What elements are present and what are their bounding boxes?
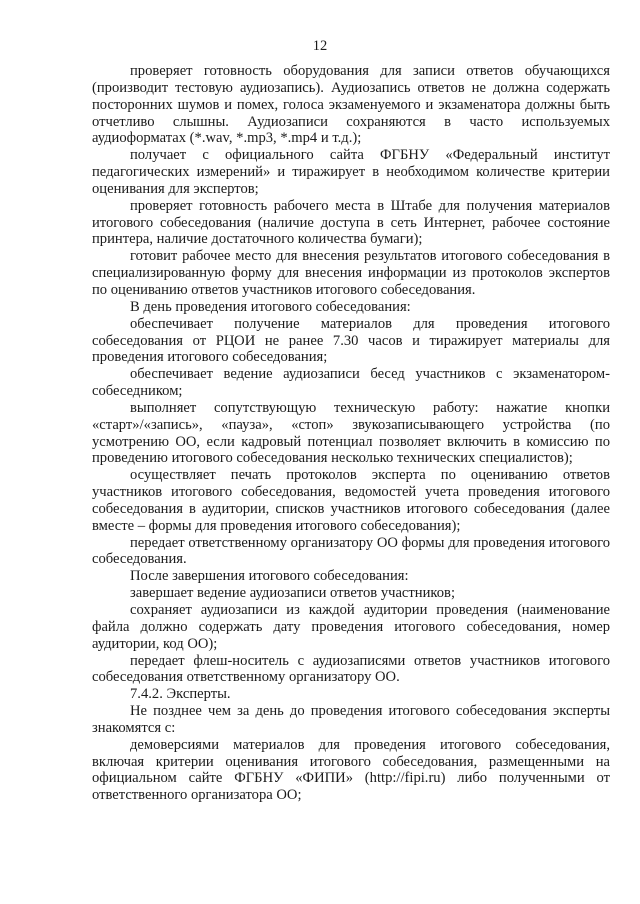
paragraph: передает ответственному организатору ОО формы для проведения итогового собеседования. — [92, 534, 610, 568]
paragraph: осуществляет печать протоколов эксперта по оцениванию ответов участников итогового собеседования, ведомостей учета проведения итогового собеседования в аудитории, списков участников итогового собеседования (далее вместе – формы для проведения итогового собеседования); — [92, 467, 610, 534]
paragraph: обеспечивает получение материалов для проведения итогового собеседования от РЦОИ не ранее 7.30 часов и тиражирует материалы для проведения итогового собеседования; — [92, 315, 610, 366]
paragraph: завершает ведение аудиозаписи ответов участников; — [130, 585, 455, 602]
paragraph: сохраняет аудиозаписи из каждой аудитории проведения (наименование файла должно содержать дату проведения итогового собеседования, номер аудитории, код ОО); — [92, 602, 610, 652]
paragraph: выполняет сопутствующую техническую работу: нажатие кнопки «старт»/«запись», «пауза», «стоп» звукозаписывающего устройства (по усмотрению ОО, если кадровый потенциал позволяет включить в комиссию по проведению итогового собеседования несколько технических специалистов); — [92, 399, 610, 467]
paragraph: В день проведения итогового собеседования: — [130, 298, 411, 315]
paragraph: Не позднее чем за день до проведения итогового собеседования эксперты знакомятся с: — [92, 703, 610, 736]
paragraph: передает флеш-носитель с аудиозаписями ответов участников итогового собеседования ответственному организатору ОО. — [92, 652, 610, 686]
paragraph: получает с официального сайта ФГБНУ «Федеральный институт педагогических измерений» и тиражирует в необходимом количестве критерии оценивания для экспертов; — [92, 147, 610, 197]
paragraph: проверяет готовность оборудования для записи ответов обучающихся (производит тестовую аудиозапись). Аудиозапись ответов не должна содержать посторонних шумов и помех, голоса экзаменуемого и экзаменатора должны быть отчетливо слышны. Аудиозаписи сохраняются в часто используемых аудиоформатах (*.wav, *.mp3, *.mp4 и т.д.); — [92, 63, 610, 147]
document-body — [92, 63, 610, 804]
page-number: 12 — [312, 38, 328, 54]
paragraph: проверяет готовность рабочего места в Штабе для получения материалов итогового собеседования (наличие доступа в сеть Интернет, рабочее состояние принтера, наличие достаточного количества бумаги); — [92, 197, 610, 248]
section-heading: 7.4.2. Эксперты. — [130, 686, 231, 703]
paragraph: После завершения итогового собеседования: — [130, 568, 409, 585]
paragraph: обеспечивает ведение аудиозаписи бесед участников с экзаменатором-собеседником; — [92, 366, 610, 400]
paragraph: демоверсиями материалов для проведения итогового собеседования, включая критерии оценивания итогового собеседования, размещенными на официальном сайте ФГБНУ «ФИПИ» (http://fipi.ru) либо полученными от ответственного организатора ОО; — [92, 736, 610, 804]
paragraph: готовит рабочее место для внесения результатов итогового собеседования в специализированную форму для внесения информации из протоколов экспертов по оцениванию ответов участников итогового собеседования. — [92, 248, 610, 298]
